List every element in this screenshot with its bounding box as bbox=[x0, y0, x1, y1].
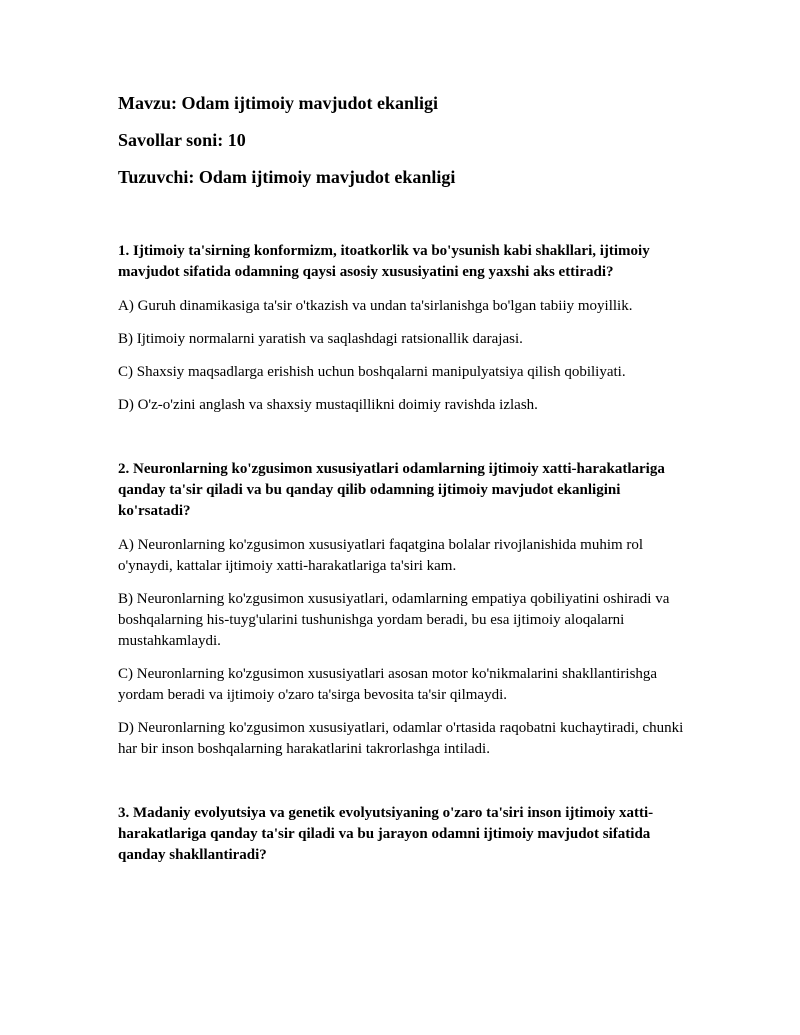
document-header bbox=[118, 92, 684, 188]
document-page bbox=[118, 92, 684, 879]
question-text: 2. Neuronlarning ko'zgusimon xususiyatlari odamlarning ijtimoiy xatti-harakatlariga qanday ta'sir qiladi va bu qanday qilib odamning ijtimoiy mavjudot ekanligini ko'rsatadi? bbox=[118, 461, 665, 519]
answer-option-d: D) O'z-o'zini anglash va shaxsiy mustaqillikni doimiy ravishda izlash. bbox=[118, 397, 538, 413]
question-1 bbox=[118, 241, 684, 416]
question-text: 1. Ijtimoiy ta'sirning konformizm, itoatkorlik va bo'ysunish kabi shakllari, ijtimoiy mavjudot sifatida odamning qaysi asosiy xususiyatini eng yaxshi aks ettiradi? bbox=[118, 243, 650, 280]
question-text: 3. Madaniy evolyutsiya va genetik evolyutsiyaning o'zaro ta'siri inson ijtimoiy xatti-harakatlariga qanday ta'sir qiladi va bu jarayon odamni ijtimoiy mavjudot sifatida qanday shakllantiradi? bbox=[118, 805, 654, 863]
question-3 bbox=[118, 803, 684, 866]
question-2 bbox=[118, 459, 684, 760]
topic-line: Mavzu: Odam ijtimoiy mavjudot ekanligi bbox=[118, 93, 438, 113]
answer-option-b: B) Ijtimoiy normalarni yaratish va saqlashdagi ratsionallik darajasi. bbox=[118, 331, 523, 347]
answer-option-d: D) Neuronlarning ko'zgusimon xususiyatlari, odamlar o'rtasida raqobatni kuchaytiradi, chunki har bir inson boshqalarning harakatlarini takrorlashga intiladi. bbox=[118, 720, 684, 757]
question-count-line: Savollar soni: 10 bbox=[118, 130, 246, 150]
answer-option-a: A) Neuronlarning ko'zgusimon xususiyatlari faqatgina bolalar rivojlanishida muhim rol o'ynaydi, kattalar ijtimoiy xatti-harakatlariga ta'siri kam. bbox=[118, 537, 644, 574]
answer-option-a: A) Guruh dinamikasiga ta'sir o'tkazish va undan ta'sirlanishga bo'lgan tabiiy moyillik. bbox=[118, 298, 633, 314]
author-line: Tuzuvchi: Odam ijtimoiy mavjudot ekanligi bbox=[118, 167, 456, 187]
answer-option-c: C) Neuronlarning ko'zgusimon xususiyatlari asosan motor ko'nikmalarini shakllantirishga yordam beradi va ijtimoiy o'zaro ta'sirga bevosita ta'sir qilmaydi. bbox=[118, 666, 658, 703]
answer-option-c: C) Shaxsiy maqsadlarga erishish uchun boshqalarni manipulyatsiya qilish qobiliyati. bbox=[118, 364, 626, 380]
answer-option-b: B) Neuronlarning ko'zgusimon xususiyatlari, odamlarning empatiya qobiliyatini oshiradi va boshqalarning his-tuyg'ularini tushunishga yordam beradi, bu esa ijtimoiy aloqalarni mustahkamlaydi. bbox=[118, 591, 670, 649]
